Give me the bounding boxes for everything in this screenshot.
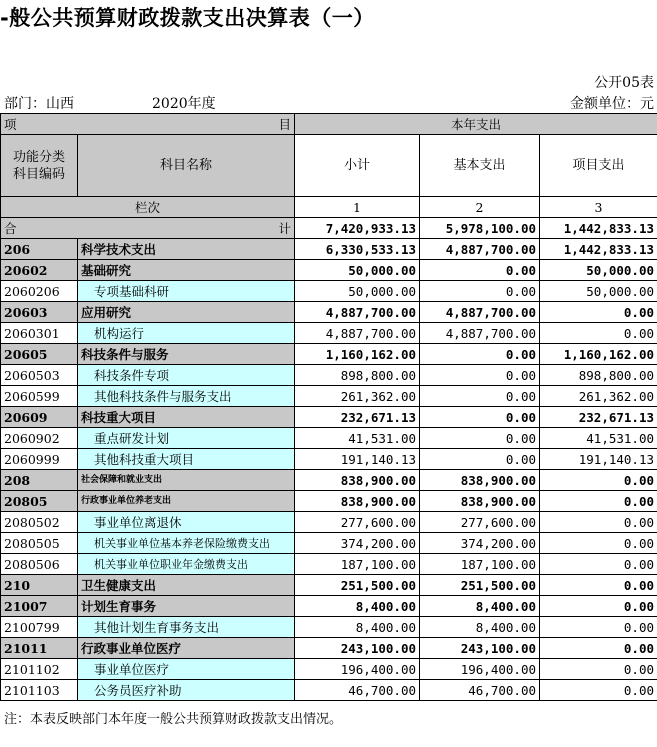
row-project: 0.00 [540,323,657,344]
total-label-left: 合 [4,220,17,236]
row-code: 20605 [1,344,78,365]
row-name: 重点研发计划 [78,428,295,449]
row-name: 机关事业单位基本养老保险缴费支出 [78,533,295,554]
row-project: 0.00 [540,575,657,596]
table-row [1,596,657,617]
row-name: 科技条件与服务 [78,344,295,365]
row-basic: 0.00 [420,260,540,281]
table-row [1,491,657,512]
header-col-2: 2 [420,197,540,218]
row-basic: 243,100.00 [420,638,540,659]
row-code: 2060301 [1,323,78,344]
table-row [1,281,657,302]
row-project: 0.00 [540,617,657,638]
table-row [1,239,657,260]
row-code: 20805 [1,491,78,512]
header-column-label: 栏次 [1,197,295,218]
row-name: 社会保障和就业支出 [78,470,295,491]
table-row [1,323,657,344]
row-project: 0.00 [540,596,657,617]
header-project: 项目支出 [540,135,657,197]
row-subtotal: 46,700.00 [295,680,420,701]
row-name: 其他科技条件与服务支出 [78,386,295,407]
form-number: 公开05表 [594,75,654,91]
row-code: 210 [1,575,78,596]
row-subtotal: 243,100.00 [295,638,420,659]
total-basic: 5,978,100.00 [420,218,540,239]
row-basic: 277,600.00 [420,512,540,533]
row-project: 898,800.00 [540,365,657,386]
row-basic: 0.00 [420,386,540,407]
row-subtotal: 50,000.00 [295,281,420,302]
row-project: 0.00 [540,302,657,323]
row-subtotal: 838,900.00 [295,470,420,491]
row-project: 191,140.13 [540,449,657,470]
row-basic: 4,887,700.00 [420,323,540,344]
row-subtotal: 374,200.00 [295,533,420,554]
row-code: 2080506 [1,554,78,575]
row-basic: 8,400.00 [420,617,540,638]
row-code: 20609 [1,407,78,428]
table-row [1,659,657,680]
row-name: 专项基础科研 [78,281,295,302]
row-basic: 0.00 [420,428,540,449]
row-name: 公务员医疗补助 [78,680,295,701]
row-project: 0.00 [540,680,657,701]
header-subtotal: 小计 [295,135,420,197]
row-project: 261,362.00 [540,386,657,407]
row-basic: 838,900.00 [420,470,540,491]
row-subtotal: 191,140.13 [295,449,420,470]
row-subtotal: 838,900.00 [295,491,420,512]
row-code: 208 [1,470,78,491]
row-basic: 8,400.00 [420,596,540,617]
row-name: 行政事业单位养老支出 [78,491,295,512]
row-project: 1,160,162.00 [540,344,657,365]
table-row [1,638,657,659]
row-project: 0.00 [540,533,657,554]
row-name: 行政事业单位医疗 [78,638,295,659]
row-subtotal: 50,000.00 [295,260,420,281]
row-code: 2060503 [1,365,78,386]
row-project: 50,000.00 [540,281,657,302]
row-project: 0.00 [540,638,657,659]
row-name: 卫生健康支出 [78,575,295,596]
row-subtotal: 277,600.00 [295,512,420,533]
row-name: 科学技术支出 [78,239,295,260]
row-project: 0.00 [540,470,657,491]
row-name: 机构运行 [78,323,295,344]
row-code: 2100799 [1,617,78,638]
department-label: 部门：山西 [4,96,74,112]
row-basic: 0.00 [420,344,540,365]
row-subtotal: 251,500.00 [295,575,420,596]
page-title: -般公共预算财政拨款支出决算表（一） [0,6,375,30]
row-project: 0.00 [540,554,657,575]
currency-unit: 金额单位：元 [570,96,654,112]
header-current-year: 本年支出 [295,114,657,135]
row-name: 事业单位离退休 [78,512,295,533]
row-code: 20602 [1,260,78,281]
header-col-1: 1 [295,197,420,218]
row-basic: 196,400.00 [420,659,540,680]
table-row [1,302,657,323]
table-row [1,386,657,407]
row-name: 计划生育事务 [78,596,295,617]
total-label-cell [1,218,295,239]
row-basic: 0.00 [420,281,540,302]
row-name: 事业单位医疗 [78,659,295,680]
row-name: 科技重大项目 [78,407,295,428]
row-project: 50,000.00 [540,260,657,281]
row-project: 232,671.13 [540,407,657,428]
row-subtotal: 6,330,533.13 [295,239,420,260]
row-basic: 0.00 [420,407,540,428]
header-row-1 [1,114,657,135]
table-row [1,449,657,470]
row-project: 0.00 [540,491,657,512]
row-basic: 374,200.00 [420,533,540,554]
row-name: 其他科技重大项目 [78,449,295,470]
row-code: 2080502 [1,512,78,533]
row-project: 0.00 [540,512,657,533]
total-project: 1,442,833.13 [540,218,657,239]
row-name: 基础研究 [78,260,295,281]
row-basic: 838,900.00 [420,491,540,512]
row-subtotal: 898,800.00 [295,365,420,386]
row-subtotal: 232,671.13 [295,407,420,428]
header-col-3: 3 [540,197,657,218]
expenditure-table [0,113,657,701]
row-subtotal: 1,160,162.00 [295,344,420,365]
table-row [1,428,657,449]
row-project: 0.00 [540,659,657,680]
row-basic: 187,100.00 [420,554,540,575]
table-row [1,533,657,554]
row-name: 其他计划生育事务支出 [78,617,295,638]
table-row [1,365,657,386]
row-code: 2101102 [1,659,78,680]
row-subtotal: 4,887,700.00 [295,323,420,344]
header-item-cell [1,114,295,135]
row-code: 2060206 [1,281,78,302]
total-label-right: 计 [278,220,291,236]
table-row [1,512,657,533]
total-row [1,218,657,239]
row-subtotal: 8,400.00 [295,617,420,638]
row-subtotal: 196,400.00 [295,659,420,680]
row-basic: 46,700.00 [420,680,540,701]
header-item-left: 项 [4,116,17,132]
row-name: 应用研究 [78,302,295,323]
table-row [1,260,657,281]
row-code: 2080505 [1,533,78,554]
row-code: 2060999 [1,449,78,470]
row-name: 科技条件专项 [78,365,295,386]
row-name: 机关事业单位职业年金缴费支出 [78,554,295,575]
total-subtotal: 7,420,933.13 [295,218,420,239]
footnote: 注：本表反映部门本年度一般公共预算财政拨款支出情况。 [4,712,343,727]
row-basic: 4,887,700.00 [420,302,540,323]
table-row [1,407,657,428]
table-row [1,575,657,596]
table-row [1,617,657,638]
row-code: 21011 [1,638,78,659]
row-project: 41,531.00 [540,428,657,449]
table-row [1,554,657,575]
header-code: 功能分类 科目编码 [1,135,78,197]
row-basic: 4,887,700.00 [420,239,540,260]
table-row [1,344,657,365]
table-row [1,680,657,701]
row-code: 2101103 [1,680,78,701]
row-basic: 0.00 [420,365,540,386]
header-row-3 [1,197,657,218]
row-project: 1,442,833.13 [540,239,657,260]
fiscal-year: 2020年度 [152,96,216,112]
row-subtotal: 187,100.00 [295,554,420,575]
row-code: 21007 [1,596,78,617]
table-row [1,470,657,491]
row-code: 2060599 [1,386,78,407]
row-code: 2060902 [1,428,78,449]
row-basic: 0.00 [420,449,540,470]
row-basic: 251,500.00 [420,575,540,596]
row-subtotal: 4,887,700.00 [295,302,420,323]
row-code: 20603 [1,302,78,323]
header-basic: 基本支出 [420,135,540,197]
row-code: 206 [1,239,78,260]
header-item-right: 目 [278,116,291,132]
header-name: 科目名称 [78,135,295,197]
header-row-2 [1,135,657,197]
row-subtotal: 8,400.00 [295,596,420,617]
row-subtotal: 41,531.00 [295,428,420,449]
row-subtotal: 261,362.00 [295,386,420,407]
